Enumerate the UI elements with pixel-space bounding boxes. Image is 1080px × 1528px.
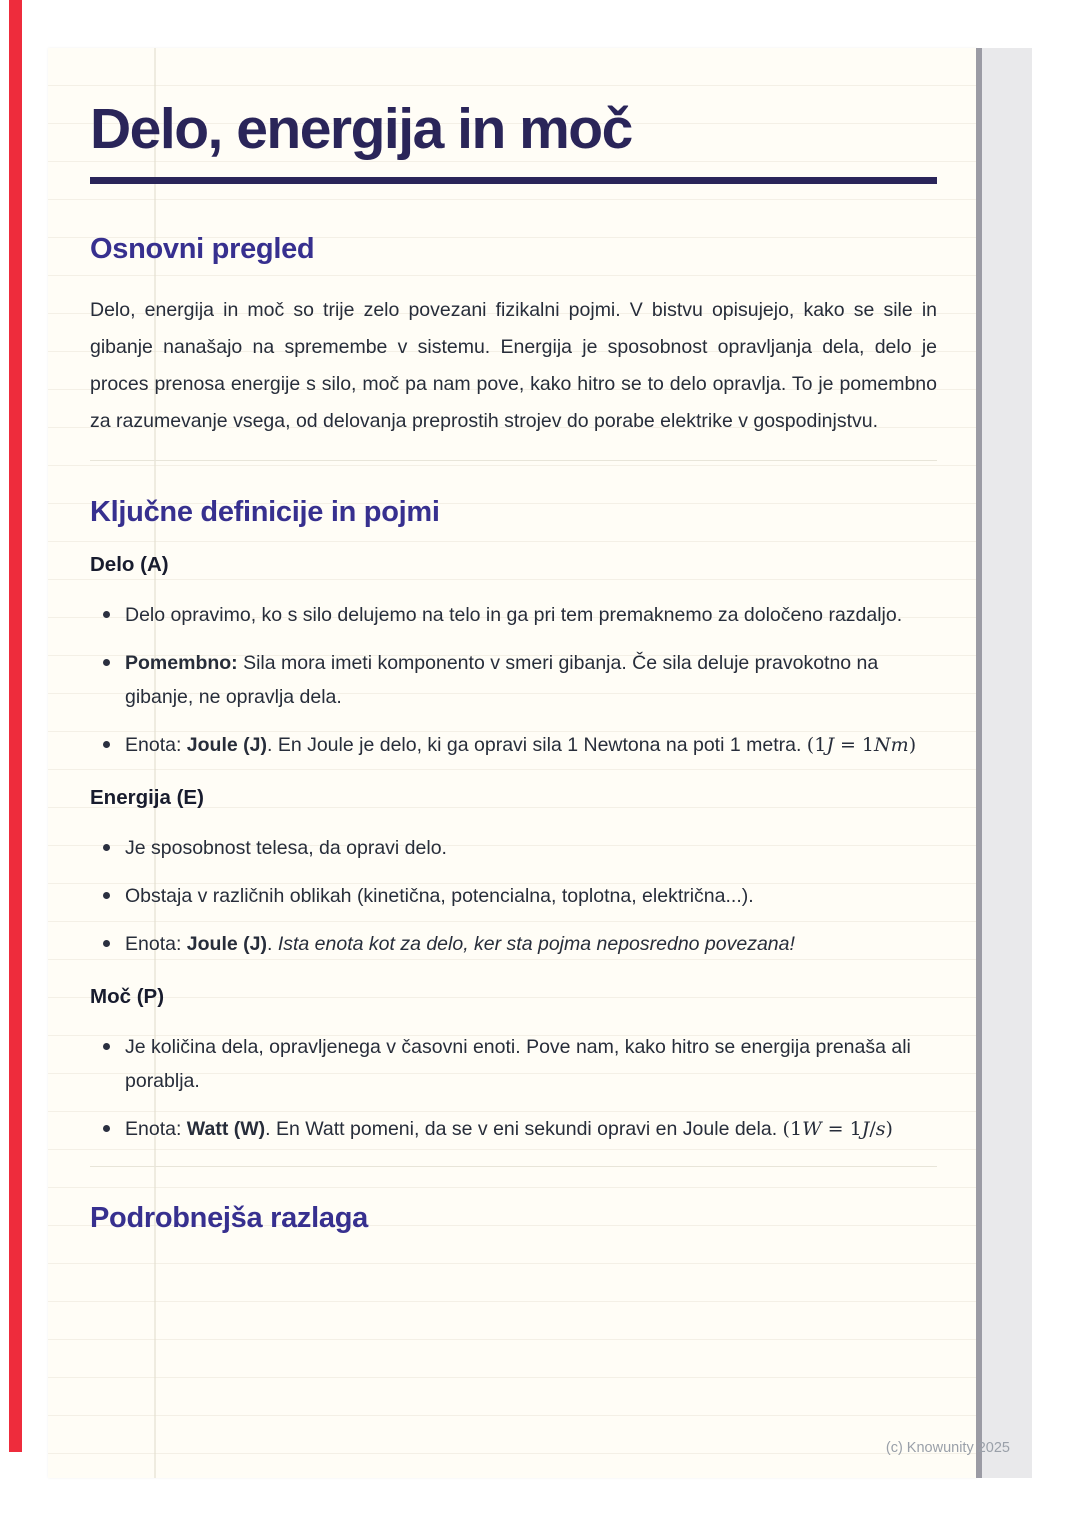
subsection-heading: Moč (P) xyxy=(90,985,165,1008)
plain-text: Obstaja v različnih oblikah (kinetična, potencialna, toplotna, električna...). xyxy=(125,885,754,907)
bullet-list xyxy=(90,831,937,961)
plain-text: . En Watt pomeni, da se v eni sekundi opravi en Joule dela. xyxy=(265,1118,783,1140)
red-accent-bar xyxy=(9,0,22,1452)
section-divider xyxy=(90,1166,937,1167)
footer-watermark: (c) Knowunity 2025 xyxy=(885,1440,1010,1456)
side-panel xyxy=(982,48,1032,1478)
bold-text: Watt (W) xyxy=(186,1118,266,1140)
plain-text: Delo opravimo, ko s silo delujemo na telo in ga pri tem premaknemo za določeno razdaljo. xyxy=(125,604,903,626)
bullet-item xyxy=(90,831,937,865)
plain-text: Sila mora imeti komponento v smeri gibanja. Če sila deluje pravokotno na gibanje, ne opravlja dela. xyxy=(125,652,879,708)
page-title: Delo, energija in moč xyxy=(90,97,632,161)
section-heading: Podrobnejša razlaga xyxy=(90,1202,368,1234)
bullet-list xyxy=(90,1030,937,1146)
bullet-item xyxy=(90,1030,937,1098)
plain-text: . En Joule je delo, ki ga opravi sila 1 Newtona na poti 1 metra. xyxy=(266,734,807,756)
bullet-item xyxy=(90,646,937,714)
section-heading: Ključne definicije in pojmi xyxy=(90,496,440,528)
bold-text: Joule (J) xyxy=(186,933,267,955)
bullet-list xyxy=(90,598,937,762)
section-podrobnejsa-razlaga xyxy=(90,1202,937,1235)
bullet-item xyxy=(90,728,937,762)
plain-text: Je sposobnost telesa, da opravi delo. xyxy=(125,837,447,859)
plain-text: Enota: xyxy=(125,933,187,955)
bold-text: Pomembno: xyxy=(125,652,238,674)
section-kljucne-definicije xyxy=(90,496,937,1146)
inline-math: (1W = 1J/s) xyxy=(782,1118,893,1140)
plain-text: Enota: xyxy=(125,1118,187,1140)
document-card xyxy=(48,48,977,1478)
subsection-heading: Delo (A) xyxy=(90,553,169,576)
bullet-item xyxy=(90,598,937,632)
section-paragraph: Delo, energija in moč so trije zelo povezani fizikalni pojmi. V bistvu opisujejo, kako se sile in gibanje nanašajo na spremembe v sistemu. Energija je sposobnost opravljanja dela, delo je proces prenosa energije s silo, moč pa nam pove, kako hitro se to delo opravlja. To je pomembno za razumevanje vsega, od delovanja preprostih strojev do porabe elektrike v gospodinjstvu. xyxy=(90,299,937,432)
subsection-heading: Energija (E) xyxy=(90,786,204,809)
bullet-item xyxy=(90,879,937,913)
inline-math: (1J = 1Nm) xyxy=(806,734,917,756)
plain-text: . xyxy=(266,933,278,955)
bullet-item xyxy=(90,1112,937,1146)
section-osnovni-pregled xyxy=(90,233,937,440)
bullet-item xyxy=(90,927,937,961)
plain-text: Je količina dela, opravljenega v časovni enoti. Pove nam, kako hitro se energija prenaša ali porablja. xyxy=(125,1036,911,1092)
title-underline xyxy=(90,177,937,184)
bold-text: Joule (J) xyxy=(186,734,267,756)
document-sections xyxy=(90,233,937,1235)
italic-text: Ista enota kot za delo, ker sta pojma neposredno povezana! xyxy=(277,933,795,955)
section-divider xyxy=(90,460,937,461)
section-heading: Osnovni pregled xyxy=(90,233,315,265)
plain-text: Enota: xyxy=(125,734,187,756)
